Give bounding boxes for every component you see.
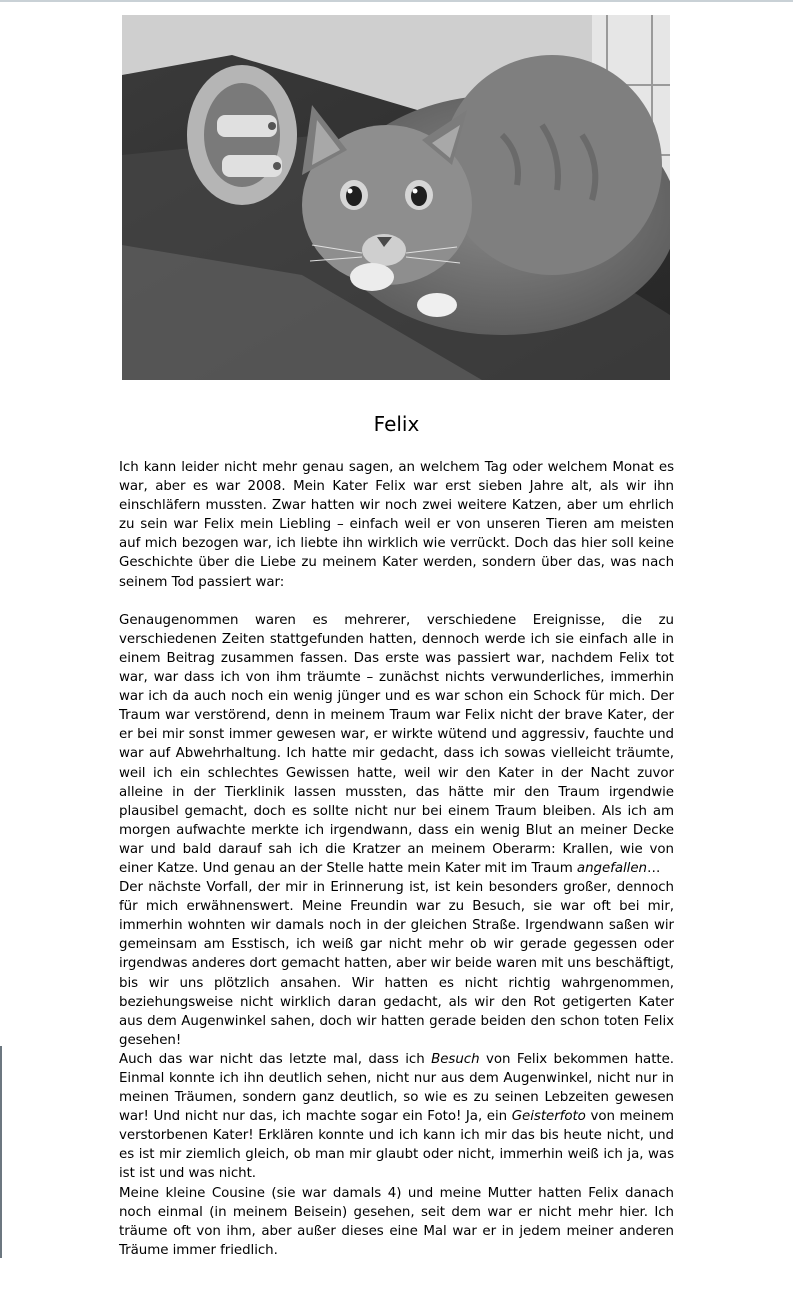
paragraph-2-text: Genaugenommen waren es mehrerer, verschiedene Ereignisse, die zu verschiedenen Zeiten stattgefunden hatten, dennoch werde ich sie einfach alle in einem Beitrag zusammen fassen. Das erste was passiert war, nachdem Felix tot war, war dass ich von ihm träumte – zunächst nichts verwunderliches, immerhin war ich da auch noch ein wenig jünger und es war schon ein Schock für mich. Der Traum war verstörend, denn in meinem Traum war Felix nicht der brave Kater, der er bei mir sonst immer gewesen war, er wirkte wütend und aggressiv, fauchte und war auf Abwehrhaltung. Ich hatte mir gedacht, dass ich sowas vielleicht träumte, weil ich ein schlechtes Gewissen hatte, weil wir den Kater in der Nacht zuvor alleine in der Tierklinik lassen mussten, das hätte mir den Traum irgendwie plausibel gemacht, doch es sollte nicht nur bei einem Traum bleiben. Als ich am morgen aufwachte merkte ich irgendwann, dass ein wenig Blut an meiner Decke war und bald darauf sah ich die Kratzer an meinem Oberarm: Krallen, wie von einer Katze. Und genau an der Stelle hatte mein Kater mit im Traum	[119, 612, 674, 876]
paragraph-4-italic-besuch: Besuch	[431, 1051, 480, 1067]
paragraph-1-text: Ich kann leider nicht mehr genau sagen, an welchem Tag oder welchem Monat es war, aber es war 2008. Mein Kater Felix war erst sieben Jahre alt, als wir ihn einschläfern mussten. Zwar hatten wir noch zwei weitere Katzen, aber um ehrlich zu sein war Felix mein Liebling – einfach weil er von unseren Tieren am meisten auf mich bezogen war, ich liebte ihn wirklich wie verrückt. Doch das hier soll keine Geschichte über die Liebe zu meinem Kater werden, sondern über das, was nach seinem Tod passiert war:	[119, 460, 674, 590]
paragraph-1	[119, 458, 674, 592]
top-border-line	[0, 0, 793, 2]
paragraph-4-text-b: von Felix bekommen hatte. Einmal konnte ich ihn deutlich sehen, nicht nur aus dem Augenwinkel, nicht nur in meinen Träumen, sondern ganz deutlich, so wie es zu seinen Lebzeiten gewesen war! Und nicht nur das, ich machte sogar ein Foto! Ja, ein	[119, 1051, 674, 1125]
paragraph-2-italic-word: angefallen	[576, 860, 647, 876]
paragraph-2	[119, 611, 674, 878]
article-body	[119, 458, 674, 1260]
paragraph-3	[119, 878, 674, 1050]
paragraph-2-ellipsis: …	[646, 860, 661, 876]
paragraph-gap	[119, 592, 674, 611]
cat-photo	[122, 15, 670, 380]
paragraph-4-italic-geisterfoto: Geisterfoto	[511, 1109, 586, 1125]
paragraph-3-text: Der nächste Vorfall, der mir in Erinnerung ist, ist kein besonders großer, dennoch für mich erwähnenswert. Meine Freundin war zu Besuch, sie war oft bei mir, immerhin wohnten wir damals noch in der gleichen Straße. Irgendwann saßen wir gemeinsam am Esstisch, ich weiß gar nicht mehr ob wir gerade gegessen oder irgendwas anderes dort gemacht hatten, aber wir beide waren mit uns beschäftigt, bis wir uns plötzlich ansahen. Wir hatten es nicht richtig wahrgenommen, beziehungsweise nicht wirklich daran gedacht, als wir den Rot getigerten Kater aus dem Augenwinkel sahen, doch wir hatten gerade beiden den schon toten Felix gesehen!	[119, 880, 674, 1048]
paragraph-5-text: Meine kleine Cousine (sie war damals 4) und meine Mutter hatten Felix danach noch einmal (in meinem Beisein) gesehen, seit dem war er nicht mehr hier. Ich träume oft von ihm, aber außer dieses eine Mal war er in jedem meiner anderen Träume immer friedlich.	[119, 1185, 674, 1258]
page-title: Felix	[373, 412, 420, 436]
paragraph-4	[119, 1050, 674, 1184]
paragraph-4-text-a: Auch das war nicht das letzte mal, dass ich	[119, 1051, 432, 1067]
paragraph-5	[119, 1184, 674, 1260]
paragraph-4-text-c: von meinem verstorbenen Kater! Erklären konnte und ich kann ich mir das bis heute nicht, und es ist mir ziemlich gleich, ob man mir glaubt oder nicht, immerhin weiß ich ja, was ist ist und was nicht.	[119, 1109, 674, 1182]
left-margin-line	[0, 1046, 2, 1258]
